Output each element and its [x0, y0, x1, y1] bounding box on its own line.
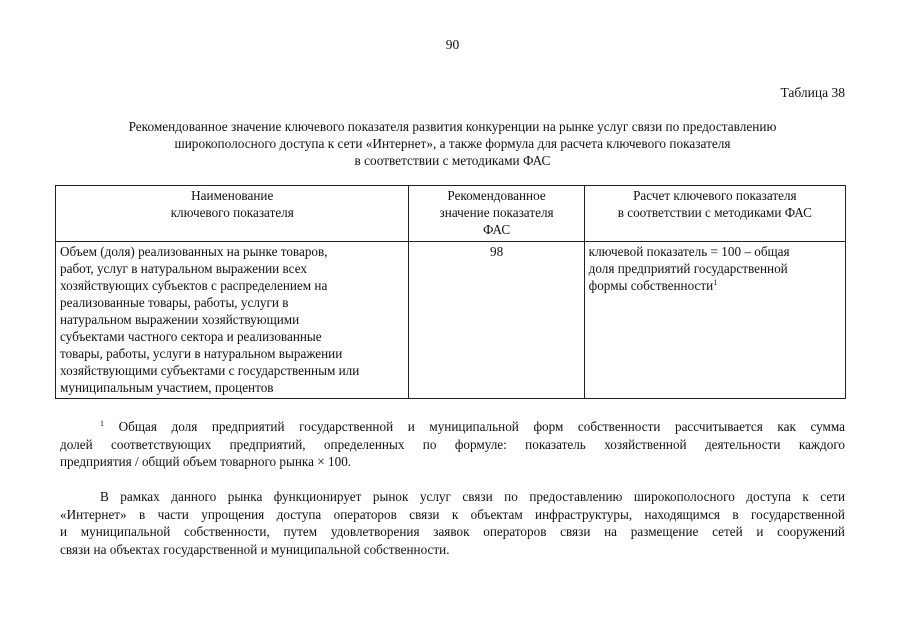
caption-line: Рекомендованное значение ключевого показателя развития конкуренции на рынке услуг связи по предоставлению	[128, 119, 777, 134]
header-recommended-value	[409, 186, 584, 242]
table-caption	[55, 118, 850, 169]
page-number: 90	[445, 37, 460, 52]
header-line: ключевого показателя	[170, 205, 294, 220]
paragraph-line: В рамках данного рынка функционирует рынок услуг связи по предоставлению широкополосного доступа к сети	[100, 489, 845, 504]
paragraph-line: и муниципальной собственности, путем удовлетворения заявок операторов связи на размещение сетей и сооружений	[60, 524, 845, 539]
footnote-mark: 1	[100, 419, 104, 428]
footnote-line	[60, 418, 845, 436]
cell-line: натуральном выражении хозяйствующими	[60, 312, 300, 327]
header-line: значение показателя	[439, 205, 554, 220]
cell-line: субъектами частного сектора и реализованные	[60, 329, 322, 344]
header-line: Расчет ключевого показателя	[633, 188, 797, 203]
caption-line: в соответствии с методиками ФАС	[354, 153, 551, 168]
cell-line: реализованные товары, работы, услуги в	[60, 295, 289, 310]
cell-recommended-value: 98	[409, 242, 584, 399]
footnote-reference[interactable]: 1	[713, 278, 718, 287]
header-line: ФАС	[482, 222, 511, 237]
cell-line: товары, работы, услуги в натуральном выражении	[60, 346, 343, 361]
cell-line: работ, услуг в натуральном выражении всех	[60, 261, 307, 276]
footnote-text: Общая доля предприятий государственной и муниципальной форм собственности рассчитывается как сумма	[118, 419, 845, 434]
header-line: Рекомендованное	[447, 188, 546, 203]
header-indicator-name	[56, 186, 409, 242]
cell-line-with-footnote	[589, 277, 841, 294]
cell-calculation	[584, 242, 845, 399]
table-label: Таблица 38	[780, 85, 845, 100]
header-calculation	[584, 186, 845, 242]
cell-line: доля предприятий государственной	[588, 261, 788, 276]
cell-indicator-name	[56, 242, 409, 399]
footnote-line: предприятия / общий объем товарного рынка × 100.	[60, 454, 352, 469]
indicator-table	[55, 185, 846, 399]
cell-line: муниципальным участием, процентов	[60, 380, 274, 395]
table-row	[56, 242, 846, 399]
cell-line: Объем (доля) реализованных на рынке товаров,	[60, 244, 328, 259]
table-header-row	[56, 186, 846, 242]
body-paragraph	[60, 488, 845, 558]
footnote-line: долей соответствующих предприятий, определенных по формуле: показатель хозяйственной деятельности каждого	[60, 436, 845, 452]
header-line: Наименование	[191, 188, 274, 203]
cell-line: хозяйствующих субъектов с распределением на	[60, 278, 328, 293]
cell-text: формы собственности	[588, 278, 714, 293]
cell-line: хозяйствующими субъектами с государственным или	[60, 363, 360, 378]
paragraph-line: «Интернет» в части упрощения доступа операторов связи к объектам инфраструктуры, находящимся в государственной	[60, 506, 845, 522]
footnote	[60, 418, 845, 471]
caption-line: широкополосного доступа к сети «Интернет», а также формула для расчета ключевого показателя	[174, 136, 731, 151]
header-line: в соответствии с методиками ФАС	[617, 205, 812, 220]
cell-line: ключевой показатель = 100 – общая	[588, 244, 790, 259]
paragraph-line: связи на объектах государственной и муниципальной собственности.	[60, 541, 450, 557]
